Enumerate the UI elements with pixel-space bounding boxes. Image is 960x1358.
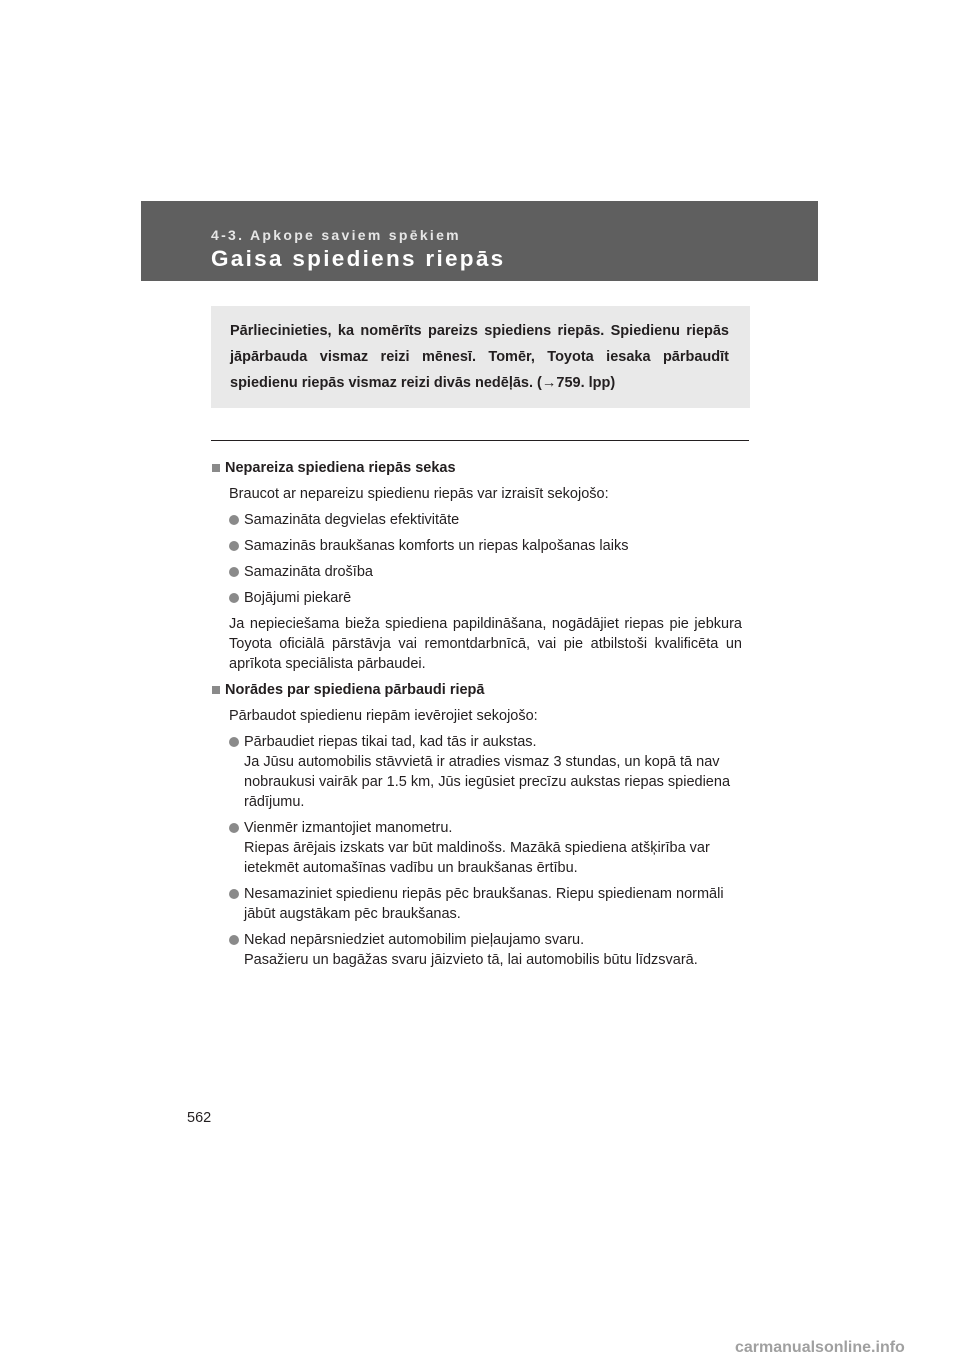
list-item-title: Vienmēr izmantojiet manometru.	[244, 820, 453, 836]
divider	[211, 440, 749, 441]
section-heading	[212, 458, 742, 478]
circle-bullet-icon	[229, 737, 239, 747]
list-item-detail: Pasažieru un bagāžas svaru jāizvieto tā, lai automobilis būtu līdzsvarā.	[244, 952, 698, 968]
page-title: Gaisa spiediens riepās	[211, 246, 506, 271]
list-item-title: Samazinās braukšanas komforts un riepas kalpošanas laiks	[244, 538, 629, 554]
list-item-title: Bojājumi piekarē	[244, 590, 352, 606]
page-number: 562	[187, 1110, 212, 1126]
circle-bullet-icon	[229, 823, 239, 833]
list-item-title: Nesamaziniet spiedienu riepās pēc braukšanas. Riepu spiedienam normāli jābūt augstākam pēc braukšanas.	[244, 886, 724, 922]
circle-bullet-icon	[229, 515, 239, 525]
list-item	[229, 562, 742, 582]
circle-bullet-icon	[229, 593, 239, 603]
list-item-title: Samazināta drošība	[244, 564, 373, 580]
square-bullet-icon	[212, 464, 220, 472]
list-item	[229, 732, 742, 812]
list-item	[229, 818, 742, 878]
list-item-title: Nekad nepārsniedziet automobilim pieļaujamo svaru.	[244, 932, 585, 948]
list-item-detail: Ja Jūsu automobilis stāvvietā ir atradies vismaz 3 stundas, un kopā tā nav nobraukusi vairāk par 1.5 km, Jūs iegūsiet precīzu aukstas riepas spiediena rādījumu.	[244, 754, 731, 810]
section-lead: Braucot ar nepareizu spiedienu riepās var izraisīt sekojošo:	[229, 486, 609, 502]
watermark[interactable]: carmanualsonline.info	[735, 1339, 905, 1356]
section-heading	[212, 680, 742, 700]
section-note: Ja nepieciešama bieža spiediena papildināšana, nogādājiet riepas pie jebkura Toyota oficiālā pārstāvja vai remontdarbnīcā, vai pie atbilstoši kvalificēta un aprīkota speciālista pārbaudei.	[229, 616, 742, 672]
list-item	[229, 536, 742, 556]
intro-text: Pārliecinieties, ka nomērīts pareizs spiediens riepās. Spiedienu riepās jāpārbauda vismaz reizi mēnesī. Tomēr, Toyota iesaka pārbaudīt spiedienu riepās vismaz reizi divās nedēļās. (→759. lpp)	[230, 323, 729, 391]
list-item	[229, 884, 742, 924]
list-item	[229, 510, 742, 530]
section-heading-text: Nepareiza spiediena riepās sekas	[225, 460, 456, 476]
section-heading-text: Norādes par spiediena pārbaudi riepā	[225, 682, 485, 698]
list-item-detail: Riepas ārējais izskats var būt maldinošs. Mazākā spiediena atšķirība var ietekmēt automašīnas vadību un braukšanas ērtību.	[244, 840, 710, 876]
list-item	[229, 588, 742, 608]
list-item	[229, 930, 742, 970]
section-label: 4-3. Apkope saviem spēkiem	[211, 227, 461, 243]
section-lead: Pārbaudot spiedienu riepām ievērojiet sekojošo:	[229, 708, 538, 724]
circle-bullet-icon	[229, 889, 239, 899]
square-bullet-icon	[212, 686, 220, 694]
list-item-title: Samazināta degvielas efektivitāte	[244, 512, 460, 528]
circle-bullet-icon	[229, 541, 239, 551]
intro-box	[211, 306, 750, 408]
header-band	[141, 201, 818, 281]
circle-bullet-icon	[229, 567, 239, 577]
list-item-title: Pārbaudiet riepas tikai tad, kad tās ir aukstas.	[244, 734, 537, 750]
circle-bullet-icon	[229, 935, 239, 945]
content	[212, 458, 742, 976]
